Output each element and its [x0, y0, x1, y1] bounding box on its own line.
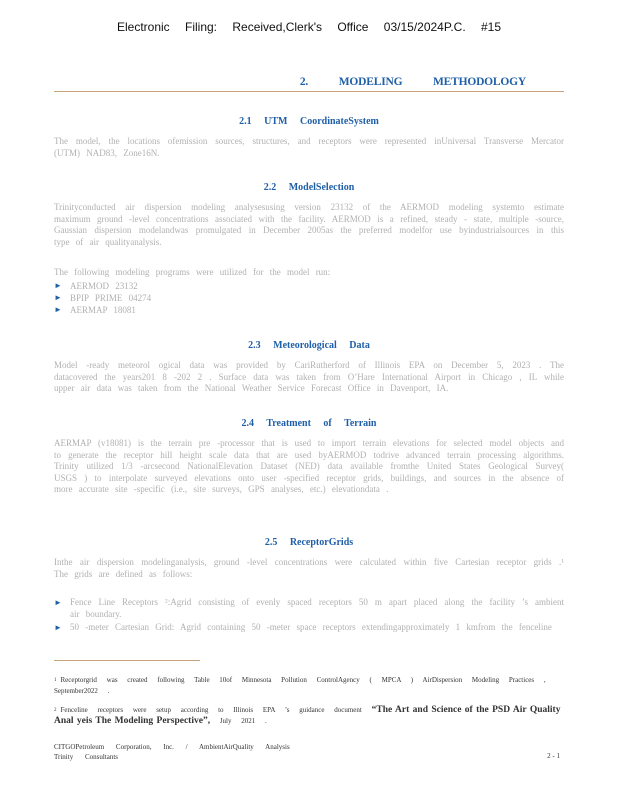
footnote-marker: 2 — [54, 708, 57, 713]
footer-consultant: Trinity Consultants — [54, 753, 119, 761]
section-body-receptor-grids: Inthe air dispersion modelinganalysis, ground -level concentrations were calculated within five Cartesian receptor grids .¹ The grids are defined as follows: — [54, 557, 564, 579]
section-body-model-selection: Trinityconducted air dispersion modeling analysesusing version 23132 of the AERMOD modeling systemto estimate maximum ground -level concentrations associated with the facility. AERMOD is a refined, steady - state, multiple -source, Gaussian dispersion modelandwas promulgated in December 2005as the preferred modelfor use byindustrialsources in this type of air qualityanalysis. — [54, 202, 564, 247]
section-body-terrain: AERMAP (v18081) is the terrain pre -processor that is used to import terrain elevations for selected model objects and to generate the receptor hill height scale data that are used byAERMOD todrive advanced terrain processing algorithms. Trinity utilized 1/3 -arcsecond NationalElevation Dataset (NED) data available fromthe United States Geological Survey( USGS ) to interpolate surveyed elevations onto user -specified receptor grids, buildings, and sources in the absence of more accurate site -specific (i.e., site surveys, GPS analyses, etc.) elevationdata . — [54, 438, 564, 494]
footnote-document-title: “The Art and Science of the PSD Air Quality Anal yeis The Modeling Perspective”, — [54, 705, 561, 726]
programs-list — [54, 280, 564, 316]
chapter-divider — [54, 91, 564, 92]
section-heading-terrain: 2.4 Treatment of Terrain — [241, 418, 377, 429]
section-heading-model-selection: 2.2 ModelSelection — [263, 182, 355, 193]
section-body-utm: The model, the locations ofemission sources, structures, and receptors were represented inUniversal Transverse Mercator (UTM) NAD83, Zone16N. — [54, 136, 564, 158]
footer-left — [54, 742, 290, 762]
footnote-divider — [54, 660, 200, 661]
footnote-marker: 1 — [54, 678, 57, 683]
list-item: ► AERMAP 18081 — [54, 305, 136, 315]
programs-intro: The following modeling programs were utilized for the model run: — [54, 267, 331, 277]
list-item: ► Fence Line Receptors ²:Agrid consisting of evenly spaced receptors 50 m apart placed along the facility ’s ambient air boundary. — [54, 597, 564, 619]
list-item: ► BPIP PRIME 04274 — [54, 293, 152, 303]
list-item: ► 50 -meter Cartesian Grid: Agrid containing 50 -meter space receptors extendingapproximately 1 kmfrom the fenceline — [54, 622, 552, 632]
arrow-bullet-icon: ► — [54, 598, 62, 607]
list-item: ► AERMOD 23132 — [54, 281, 138, 291]
footnote-1: $^1$ Receptorgrid was created following Table 10of Minnesota Pollution ControlAgency ( MPCA ) AirDispersion Modeling Practices , September2022 . — [54, 676, 546, 695]
arrow-bullet-icon: ► — [54, 305, 62, 314]
arrow-bullet-icon: ► — [54, 623, 62, 632]
section-heading-meteorological: 2.3 Meteorological Data — [248, 340, 370, 351]
filing-stamp: Electronic Filing: Received,Clerk's Office 03/15/2024P.C. #15 — [116, 20, 502, 34]
section-heading-utm: 2.1 UTM CoordinateSystem — [239, 116, 379, 127]
page-number: 2 - 1 — [547, 752, 560, 760]
chapter-title: 2. MODELING METHODOLOGY — [299, 76, 526, 88]
section-heading-receptor-grids: 2.5 ReceptorGrids — [264, 537, 354, 548]
receptor-grid-list — [54, 597, 564, 636]
section-body-meteorological: Model -ready meteorol ogical data was provided by CariRutherford of Illinois EPA on December 5, 2023 . The datacovered the years201 8 -202 2 . Surface data was taken from O’Hare International Airport in Chicago , IL while upper air data was taken from the National Weather Service Forecast Office in Davenport, IA. — [54, 360, 564, 393]
footnote-2: $^2$ Fenceline receptors were setup according to Illinois EPA ’s guidance document “The Art and Science of the PSD Air Quality Anal yeis The Modeling Perspective”, July 2021 . — [54, 705, 561, 726]
arrow-bullet-icon: ► — [54, 281, 62, 290]
footer-company: CITGOPetroleum Corporation, Inc. / AmbientAirQuality Analysis — [54, 743, 290, 751]
arrow-bullet-icon: ► — [54, 293, 62, 302]
